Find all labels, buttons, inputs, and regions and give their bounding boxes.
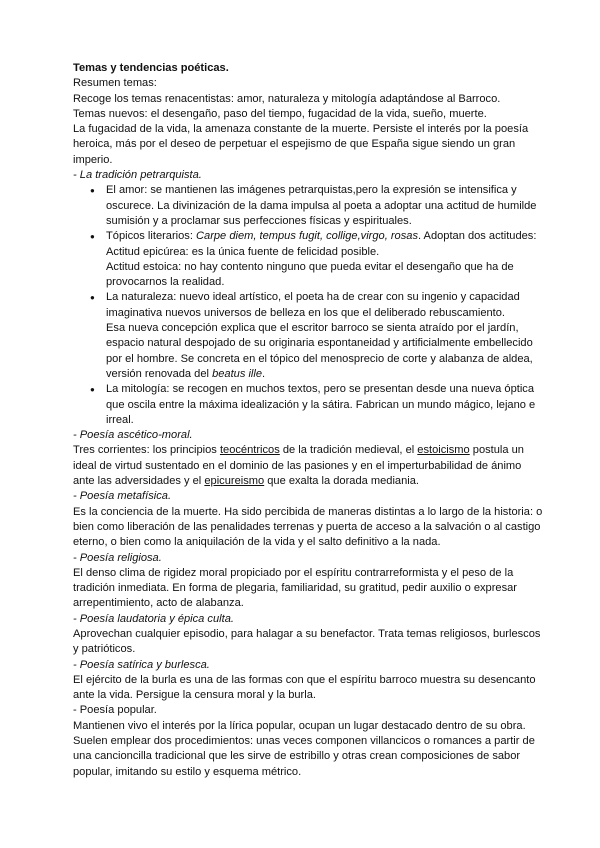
intro-paragraph-3: La fugacidad de la vida, la amenaza constante de la muerte. Persiste el interés por la poesía heroica, más por el deseo de perpetuar el espejismo de que España sigue siendo un gran imperio. bbox=[73, 123, 529, 166]
list-item-topicos bbox=[73, 229, 543, 290]
metafisica-paragraph: Es la conciencia de la muerte. Ha sido percibida de maneras distintas a lo largo de la historia: o bien como liberación de las penalidades terrenas y puerta de acceso a la salvación o al castigo eterno, o bien como la aniquilación de la vida y el salto definitivo a la nada. bbox=[73, 505, 543, 549]
summary-label: Resumen temas: bbox=[73, 77, 157, 90]
actitud-epicurea: Actitud epicúrea: es la única fuente de felicidad posible. bbox=[106, 245, 380, 258]
popular-paragraph: Mantienen vivo el interés por la lírica popular, ocupan un lugar destacado dentro de su obra. Suelen emplear dos procedimientos: unas veces componen villancicos o romances a partir de una cancioncilla tradicional que les sirve de estribillo y otras crean composiciones de sabor popular, imitando su estilo y esquema métrico. bbox=[73, 719, 535, 778]
religiosa-paragraph: El denso clima de rigidez moral propiciado por el espíritu contrarreformista y el peso de la tradición inmediata. En forma de plegaria, familiaridad, su gratitud, pedir auxilio o expresar arrepentimiento, acto de alabanza. bbox=[73, 566, 517, 610]
beatus-ille: beatus ille bbox=[212, 367, 263, 380]
list-item-amor bbox=[73, 183, 543, 229]
section-heading-metafisica: - Poesía metafísica. bbox=[73, 490, 172, 503]
actitud-estoica: Actitud estoica: no hay contento ninguno que pueda evitar el desengaño que ha de provocarnos la realidad. bbox=[106, 260, 514, 289]
link-estoicismo[interactable]: estoicismo bbox=[417, 444, 470, 457]
mitologia-text: La mitología: se recogen en muchos textos, pero se presentan desde una nueva óptica que oscila entre la máxima idealización y la sátira. Fabrican un mundo mágico, lejano e irreal. bbox=[106, 383, 536, 426]
ascetico-text-4: que exalta la dorada mediania. bbox=[264, 475, 419, 488]
intro-paragraph-1: Recoge los temas renacentistas: amor, naturaleza y mitología adaptándose al Barroco. bbox=[73, 92, 501, 105]
list-item-mitologia bbox=[73, 382, 543, 428]
list-item-naturaleza bbox=[73, 290, 543, 382]
amor-text: El amor: se mantienen las imágenes petrarquistas,pero la expresión se intensifica y oscurece. La divinización de la dama impulsa al poeta a adoptar una actitud de humilde sumisión y a proclamar sus perfecciones físicas y espirituales. bbox=[106, 184, 537, 227]
naturaleza-text-2a: Esa nueva concepción explica que el escritor barroco se sienta atraído por el jardín, espacio natural despojado de su originaria espontaneidad y artificialmente embellecido por el hombre. Se concreta en el tópico del menosprecio de corte y alabanza de aldea, versión renovada del bbox=[106, 322, 533, 380]
topicos-suffix: . Adoptan dos actitudes: bbox=[418, 230, 537, 243]
topicos-latin: Carpe diem, tempus fugit, collige,virgo, rosas bbox=[196, 230, 418, 243]
naturaleza-text-2 bbox=[106, 321, 543, 382]
section-heading-petrarquista: - La tradición petrarquista. bbox=[73, 169, 202, 182]
section-heading-ascetico-moral: - Poesía ascético-moral. bbox=[73, 429, 193, 442]
topicos-prefix: Tópicos literarios: bbox=[106, 230, 197, 243]
ascetico-text-1: Tres corrientes: los principios bbox=[73, 444, 220, 457]
link-epicureismo[interactable]: epicureismo bbox=[204, 475, 265, 488]
section-heading-satirica: - Poesía satírica y burlesca. bbox=[73, 658, 210, 671]
petrarquista-list bbox=[73, 183, 543, 428]
laudatoria-paragraph: Aprovechan cualquier episodio, para halagar a su benefactor. Trata temas religiosos, burlescos y patrióticos. bbox=[73, 627, 541, 656]
satirica-paragraph: El ejército de la burla es una de las formas con que el espíritu barroco muestra su desencanto ante la vida. Persigue la censura moral y la burla. bbox=[73, 673, 536, 702]
section-heading-religiosa: - Poesía religiosa. bbox=[73, 551, 162, 564]
link-teocentricos[interactable]: teocéntricos bbox=[219, 444, 280, 457]
ascetico-text-2: de la tradición medieval, el bbox=[279, 444, 418, 457]
document-page bbox=[73, 61, 543, 780]
ascetico-moral-paragraph bbox=[73, 443, 543, 489]
naturaleza-text-1: ● La naturaleza: nuevo ideal artístico, el poeta ha de crear con su ingenio y capacidad imaginativa nuevos universos de belleza en los que el deliberado rebuscamiento. bbox=[106, 291, 520, 319]
section-heading-popular: - Poesía popular. bbox=[73, 704, 157, 717]
section-heading-laudatoria: - Poesía laudatoria y épica culta. bbox=[73, 612, 234, 625]
document-title: Temas y tendencias poéticas. bbox=[73, 62, 229, 74]
intro-paragraph-2: Temas nuevos: el desengaño, paso del tiempo, fugacidad de la vida, sueño, muerte. bbox=[73, 107, 487, 120]
naturaleza-text-2c: . bbox=[262, 367, 266, 380]
ascetico-text-3: postula un ideal de virtud sustentado en el dominio de las pasiones y en el imperturbabilidad de ánimo ante las adversidades y el bbox=[73, 444, 524, 488]
